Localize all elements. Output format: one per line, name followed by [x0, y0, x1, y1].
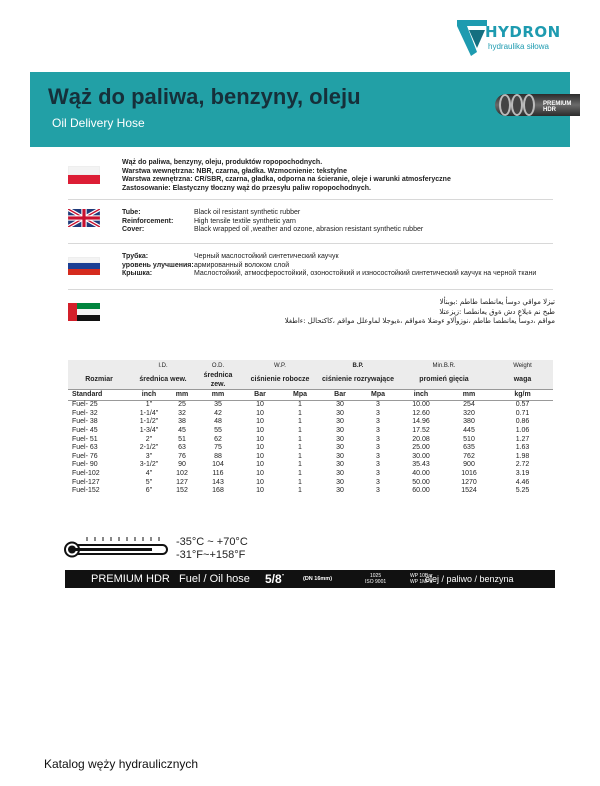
table-cell: 152	[176, 487, 188, 495]
unit-cell: mm	[168, 390, 196, 401]
table-cell: Fuel- 32	[72, 409, 98, 417]
table-cell: 3	[376, 444, 380, 452]
table-cell: 60.00	[412, 487, 430, 495]
table-cell: 55	[214, 426, 222, 434]
table-cell: 127	[176, 478, 188, 486]
table-cell: 143	[212, 478, 224, 486]
polish-line-1: Wąż do paliwa, benzyny, oleju, produktów ropopochodnych.	[122, 159, 323, 166]
unit-cell: Bar	[320, 390, 360, 401]
stripe-iso	[365, 573, 386, 585]
table-cell: 30	[336, 401, 344, 409]
table-cell: 42	[214, 409, 222, 417]
table-cell: 30	[336, 426, 344, 434]
russian-label: Крышка:	[122, 270, 153, 278]
stripe-size	[265, 572, 284, 586]
table-cell: 3	[376, 426, 380, 434]
divider	[68, 199, 553, 200]
table-cell: 1	[298, 452, 302, 460]
table-cell: 4"	[145, 469, 153, 477]
english-value: Black oil resistant synthetic rubber	[194, 209, 301, 216]
table-cell: 1	[298, 401, 302, 409]
table-cell: Fuel- 76	[72, 452, 98, 460]
russia-flag-icon	[68, 257, 100, 275]
table-cell: 762	[463, 452, 475, 460]
table-cell: 510	[463, 435, 475, 443]
table-cell: 10	[256, 435, 264, 443]
table-cell: 104	[212, 461, 224, 469]
table-cell: 2-1/2"	[139, 444, 159, 452]
polish-line-3: Warstwa zewnętrzna: CR/SBR, czarna, gładka, odporna na ścieranie, oleje i warunki atmosferyczne	[122, 176, 451, 184]
table-cell: 1-1/2"	[139, 418, 159, 426]
table-cell: 1	[298, 469, 302, 477]
title-banner	[30, 72, 570, 147]
unit-cell: Bar	[240, 390, 280, 401]
table-cell: 635	[463, 444, 475, 452]
table-cell: 48	[214, 418, 222, 426]
table-cell: 30	[336, 409, 344, 417]
russian-label: уровень улучшения:	[122, 261, 194, 269]
russian-value: Черный маслостойкий синтетический каучук	[194, 253, 339, 260]
arabic-line-3: مواقم ،دوسأ يعانطصا طاطم ،نوزوألاو ءوضلا ةمواقم ،ةيوجلا لماوعلل مواقم ،كاكتحالل :ءاطغلا	[284, 317, 555, 325]
russian-label: Трубка:	[122, 253, 149, 260]
divider	[68, 243, 553, 244]
thermometer-icon	[63, 534, 173, 564]
table-cell: 320	[463, 409, 475, 417]
table-units-row	[68, 390, 553, 401]
table-cell: 3	[376, 487, 380, 495]
english-label: Reinforcement:	[122, 217, 174, 225]
footer-catalog-title: Katalog węży hydraulicznych	[44, 757, 199, 771]
table-cell: 1.06	[515, 426, 530, 434]
table-cell: 3	[376, 401, 380, 409]
stripe-size-sup: "	[281, 574, 285, 580]
english-value: High tensile textile synthetic yarn	[194, 217, 296, 225]
size-header: Rozmiar	[68, 372, 130, 390]
table-body	[68, 401, 553, 496]
table-cell: 38	[178, 418, 186, 426]
table-cell: 12.60	[412, 409, 430, 417]
table-cell: 30	[336, 461, 344, 469]
stripe-brand: PREMIUM HDR	[91, 573, 170, 585]
unit-cell: Standard	[68, 390, 130, 401]
stripe-iso-2: ISO 9001	[365, 579, 387, 585]
table-row	[68, 427, 553, 436]
table-cell: 1	[298, 444, 302, 452]
table-cell: 380	[463, 418, 475, 426]
unit-cell: Mpa	[360, 390, 396, 401]
unit-cell: Mpa	[280, 390, 320, 401]
stripe-dn: (DN 16mm)	[303, 576, 333, 582]
poland-flag-icon	[68, 166, 100, 184]
table-cell: 4.46	[515, 478, 530, 486]
mbr-pl-header: promień gięcia	[396, 372, 492, 390]
specification-table	[68, 360, 553, 496]
hydron-logo	[455, 18, 565, 60]
stripe-wp-1: WP 10Bar	[410, 573, 433, 579]
table-cell: 900	[463, 461, 475, 469]
table-cell: 75	[214, 444, 222, 452]
table-cell: 10	[256, 426, 264, 434]
table-cell: 25	[178, 401, 186, 409]
logo-brand-name: HYDRON	[485, 23, 561, 41]
table-cell: Fuel- 38	[72, 418, 98, 426]
table-cell: 10	[256, 444, 264, 452]
table-cell: 3"	[145, 452, 153, 460]
table-cell: 3-1/2"	[139, 461, 159, 469]
stripe-iso-1: 1025	[370, 573, 382, 579]
table-cell: 63	[178, 444, 186, 452]
arabic-line-2: طيخ نم ةيلاع دش ةوق يعانطصا :زيزعتلا	[439, 307, 555, 316]
table-cell: 30	[336, 418, 344, 426]
table-cell: 1	[298, 487, 302, 495]
arabic-line-1: تيزلا مواقي دوسأ يعانطصا طاطم :بوبنألا	[439, 298, 555, 306]
stripe-wp-2: WP 1MPa	[410, 579, 433, 585]
table-cell: Fuel-102	[72, 469, 100, 477]
table-cell: 1524	[461, 487, 477, 495]
table-cell: 254	[463, 401, 475, 409]
table-row	[68, 436, 553, 445]
mbr-header: Min.B.R.	[396, 360, 492, 372]
table-row	[68, 444, 553, 453]
table-cell: 90	[178, 461, 186, 469]
english-description	[122, 209, 423, 235]
table-cell: 1.98	[515, 452, 530, 460]
english-label: Cover:	[122, 226, 145, 234]
table-cell: 30	[336, 435, 344, 443]
table-cell: Fuel- 90	[72, 461, 98, 469]
polish-description	[122, 159, 451, 193]
bp-pl-header: ciśnienie rozrywające	[320, 372, 396, 390]
table-cell: 1016	[461, 469, 477, 477]
uk-flag-icon	[68, 209, 100, 227]
table-cell: 3	[376, 478, 380, 486]
table-row	[68, 470, 553, 479]
stripe-polish: olej / paliwo / benzyna	[425, 574, 514, 584]
unit-cell: mm	[196, 390, 240, 401]
table-cell: 45	[178, 426, 186, 434]
table-cell: 0.71	[515, 409, 530, 417]
table-group-header-row	[68, 360, 553, 372]
id-header: I.D.	[130, 360, 196, 372]
table-cell: 2"	[145, 435, 153, 443]
temperature-fahrenheit: -31°F~+158°F	[176, 549, 246, 561]
bp-header: B.P.	[320, 360, 396, 372]
table-row	[68, 487, 553, 496]
polish-line-4: Zastosowanie: Elastyczny tłoczny wąż do przesyłu paliw ropopochodnych.	[122, 184, 371, 192]
table-cell: 3	[376, 469, 380, 477]
table-cell: 32	[178, 409, 186, 417]
table-cell: 445	[463, 426, 475, 434]
table-cell: 1.27	[515, 435, 530, 443]
table-cell: 14.96	[412, 418, 430, 426]
table-cell: 116	[212, 469, 224, 477]
hose-image	[495, 94, 580, 116]
table-cell: 30	[336, 452, 344, 460]
table-pl-header-row	[68, 372, 553, 390]
table-cell: 30	[336, 444, 344, 452]
table-cell: 3	[376, 461, 380, 469]
table-cell: 10	[256, 409, 264, 417]
table-cell: 10	[256, 487, 264, 495]
weight-header: Weight	[492, 360, 553, 372]
id-pl-header: średnica wew.	[130, 372, 196, 390]
table-cell: 3.19	[515, 469, 530, 477]
table-row	[68, 410, 553, 419]
table-cell: 10	[256, 469, 264, 477]
table-cell: 30	[336, 469, 344, 477]
russian-description	[122, 253, 536, 279]
table-cell: 102	[176, 469, 188, 477]
table-cell: 30	[336, 478, 344, 486]
unit-cell: kg/m	[492, 390, 553, 401]
english-label: Tube:	[122, 209, 141, 216]
logo-tagline: hydraulika siłowa	[488, 42, 549, 51]
table-cell: 5.25	[515, 487, 530, 495]
unit-cell: inch	[130, 390, 168, 401]
table-cell: 0.57	[515, 401, 530, 409]
table-cell: 25.00	[412, 444, 430, 452]
table-cell: 10	[256, 401, 264, 409]
table-cell: 1"	[145, 401, 153, 409]
table-cell: Fuel- 63	[72, 444, 98, 452]
table-cell: 10	[256, 461, 264, 469]
table-cell: 1	[298, 418, 302, 426]
table-cell: 51	[178, 435, 186, 443]
wp-header: W.P.	[240, 360, 320, 372]
table-row	[68, 453, 553, 462]
temperature-range	[176, 536, 248, 562]
table-cell: 1-1/4"	[139, 409, 159, 417]
table-cell: Fuel-127	[72, 478, 100, 486]
table-cell: 20.08	[412, 435, 430, 443]
wp-pl-header: ciśnienie robocze	[240, 372, 320, 390]
page-subtitle: Oil Delivery Hose	[52, 116, 145, 130]
page-title: Wąż do paliwa, benzyny, oleju	[48, 84, 361, 109]
hose-marking-stripe	[65, 570, 555, 588]
table-cell: 1	[298, 426, 302, 434]
table-cell: 5"	[145, 478, 153, 486]
table-cell: 35.43	[412, 461, 430, 469]
stripe-type: Fuel / Oil hose	[179, 573, 250, 585]
table-cell: Fuel-152	[72, 487, 100, 495]
table-cell: 50.00	[412, 478, 430, 486]
table-cell: 6"	[145, 487, 153, 495]
unit-cell: mm	[446, 390, 492, 401]
table-cell: 17.52	[412, 426, 430, 434]
table-cell: 1-3/4"	[139, 426, 159, 434]
table-cell: Fuel- 45	[72, 426, 98, 434]
table-cell: 1	[298, 435, 302, 443]
table-cell: 3	[376, 435, 380, 443]
table-cell: 35	[214, 401, 222, 409]
table-cell: 0.86	[515, 418, 530, 426]
russian-value: Маслостойкий, атмосферостойкий, озоностойкий и износостойкий синтетический каучук на черной ткани	[194, 270, 537, 278]
table-cell: 2.72	[515, 461, 530, 469]
table-cell: 10.00	[412, 401, 430, 409]
od-pl-header: średnica zew.	[196, 372, 240, 390]
table-cell: 40.00	[412, 469, 430, 477]
russian-value: армированный волоком слой	[194, 261, 290, 269]
hydron-logo-mark-icon	[455, 18, 489, 58]
table-cell: 1270	[461, 478, 477, 486]
table-row	[68, 401, 553, 410]
table-cell: 1	[298, 409, 302, 417]
table-cell: 76	[178, 452, 186, 460]
table-cell: 1.63	[515, 444, 530, 452]
table-cell: 10	[256, 478, 264, 486]
table-row	[68, 418, 553, 427]
hose-label: PREMIUM HDR	[543, 101, 572, 113]
table-cell: 168	[212, 487, 224, 495]
table-cell: 88	[214, 452, 222, 460]
uae-flag-icon	[68, 303, 100, 321]
table-cell: 3	[376, 409, 380, 417]
divider	[68, 289, 553, 290]
table-cell: 3	[376, 418, 380, 426]
table-cell: 1	[298, 461, 302, 469]
table-cell: 62	[214, 435, 222, 443]
table-cell: Fuel- 25	[72, 401, 98, 409]
table-cell: 1	[298, 478, 302, 486]
table-cell: 10	[256, 452, 264, 460]
weight-pl-header: waga	[492, 372, 553, 390]
table-cell: 10	[256, 418, 264, 426]
table-cell: 30.00	[412, 452, 430, 460]
arabic-description	[285, 298, 555, 327]
od-header: O.D.	[196, 360, 240, 372]
table-cell: 3	[376, 452, 380, 460]
table-row	[68, 461, 553, 470]
stripe-size-value: 5/8	[265, 572, 282, 586]
temperature-celsius: -35°C ~ +70°C	[176, 536, 248, 548]
table-row	[68, 479, 553, 488]
table-cell: Fuel- 51	[72, 435, 98, 443]
polish-line-2: Warstwa wewnętrzna: NBR, czarna, gładka. Wzmocnienie: tekstylne	[122, 167, 347, 175]
table-cell: 30	[336, 487, 344, 495]
english-value: Black wrapped oil ,weather and ozone, abrasion resistant synthetic rubber	[194, 226, 424, 234]
unit-cell: inch	[396, 390, 446, 401]
